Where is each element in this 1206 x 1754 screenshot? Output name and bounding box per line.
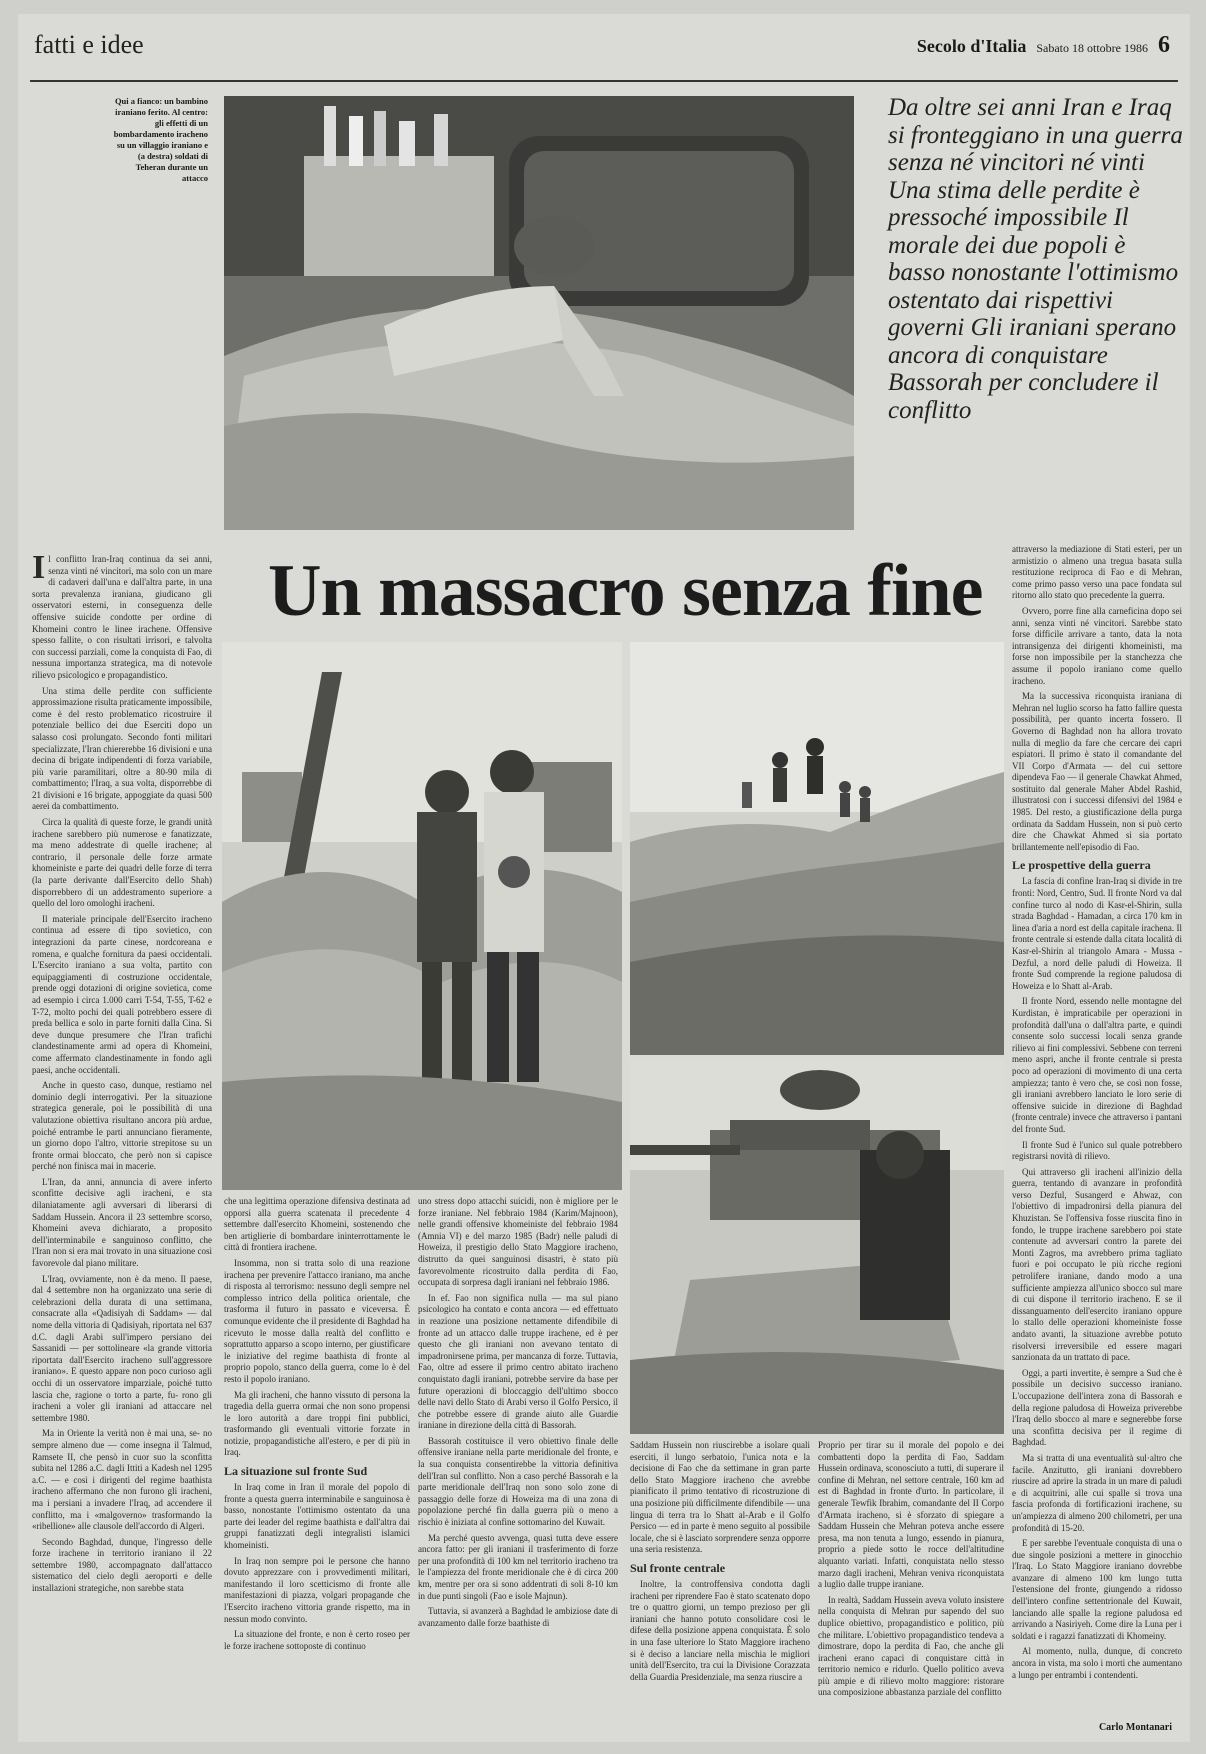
photo-wounded-child [224, 96, 854, 530]
paper-name: Secolo d'Italia [916, 36, 1027, 56]
author-signature: Carlo Montanari [1098, 1722, 1172, 1733]
paragraph: Ma gli iracheni, che hanno vissuto di persona la tragedia della guerra ormai che non sono propensi le loro autorità a dare troppi fini pubblici, trasformando gli eventuali vittorie forzate in notizie, propagandistiche all'estero, e per di più in Iraq. [224, 1389, 410, 1458]
article-column-5 [818, 1440, 1004, 1742]
paragraph: Ma la successiva riconquista iraniana di Mehran nel luglio scorso ha fatto fallire questa possibilità, per quanto incerta fossero. Il Governo di Baghdad non ha allora trovato nulla di meglio da fare che cercare dei capri espiatori. Il primo è stato il comandante del VII Corpo d'Armata — del cui settore dipendeva Fao — il generale Chawkat Ahmed, sostituito dal generale Maher Abdel Rashid, illustratosi con i successi difensivi del 1984 e 1985. Del resto, a giustificazione della purga ordinata da Saddam Hussein, non si può certo dire che Chawkat Ahmed si sia portato brillantemente nell'episodio di Fao. [1012, 691, 1182, 852]
paragraph: Secondo Baghdad, dunque, l'ingresso delle forze irachene in territorio iraniano il 22 settembre 1980, accompagnato dall'attacco sistematico del cielo degli aeroporti e delle installazioni strategiche, non sarebbe stata [32, 1536, 212, 1594]
section-title: fatti e idee [34, 30, 144, 59]
newspaper-page [18, 14, 1190, 1742]
subheading: Le prospettive della guerra [1012, 858, 1151, 873]
photo-bombed-village [222, 642, 622, 1190]
subheading: Sul fronte centrale [630, 1560, 726, 1575]
photo-caption: Qui a fianco: un bambino iraniano ferito. Al centro: gli effetti di un bombardamento iracheno su un villaggio iraniano e (a destra) soldati di Teheran durante un attacco [113, 96, 208, 183]
paragraph: In ef. Fao non significa nulla — ma sul piano psicologico ha contato e conta ancora — ed effettuato in reazione una posizione nettamente difendibile di fronte ad un attacco dalle truppe irachene, ed è per questo che gli iraniani non avevano tentato di impadronirsene prima, per mancanza di forze. Tuttavia, Fao, oltre ad essere il primo centro abitato iracheno conquistato dagli iraniani, potrebbe servire da base per future operazioni di bloccaggio dell'ultimo sbocco delle navi dello Stato di Arabi verso il Golfo Persico, il che potrebbe essere di grande aiuto alle Guardie iraniane in direzione della città di Bassorah. [418, 1292, 618, 1431]
header-rule [30, 80, 1178, 82]
paragraph: Proprio per tirar su il morale del popolo e dei combattenti dopo la perdita di Fao, Saddam Hussein ordinava, sconosciuto a tutti, di superare il confine di Mehran, nel settore centrale, 160 km ad est di Baghdad in fronte d'urto. In particolare, il generale Tewfik Ibrahim, comandante del II Corpo d'Armata iracheno, si è sforzato di spiegare a Saddam Hussein che Mehran poteva anche essere presa, ma non tenuta a lungo, essendo in pianura, proprio a piede sotto le rocce dell'altitudine alquanto variati. Infatti, conquistata nello stesso marzo dagli iracheni, Mehran veniva riconquistata a luglio dalle truppe iraniane. [818, 1440, 1004, 1590]
paragraph: Ma perché questo avvenga, quasi tutta deve essere ancora fatto: per gli iraniani il trasferimento di forze per una profondità di 100 km nel territorio iracheno tra le l'ampiezza del fronte meridionale che è di circa 200 km, mentre per ora si sono addentrati di soli 8-10 km in due punti singoli (Fao e isole Majnun). [418, 1532, 618, 1601]
paragraph: attraverso la mediazione di Stati esteri, per un armistizio o almeno una tregua basata sulla restituzione reciproca di Fao e di Mehran, come primo passo verso una pace fondata sul ritorno allo stato quo precedente la guerra. [1012, 544, 1182, 601]
paragraph: E per sarebbe l'eventuale conquista di una o due singole posizioni a mettere in ginocchio l'Iraq. Lo Stato Maggiore iraniano dovrebbe avanzare di almeno 100 km lungo tutta l'estensione del fronte, giungendo a ridosso dell'intero confine settentrionale del Kuwait, lanciando alle spalle la regione paludosa ed arrivando a Nasiriyeh. Come dire la Luna per i soldati e i ragazzi fanatizzati di Khomeiny. [1012, 1538, 1182, 1641]
subheading: La situazione sul fronte Sud [224, 1464, 368, 1479]
paragraph: Bassorah costituisce il vero obiettivo finale delle offensive iraniane nella parte meridionale del fronte, e la sua conquista consentirebbe la vittoria definitiva dell'Iran sul conflitto. Non a caso perché Bassorah e la parte meridionale dell'Iraq non sono solo zone di passaggio delle forze di Howeiza ma di una zona di popolazione perché fin dalla guerra più o meno a rischio è iniziata al confine sottomarino del Kuwait. [418, 1435, 618, 1528]
article-deck: Da oltre sei anni Iran e Iraq si fronteggiano in una guerra senza né vincitori né vinti Una stima delle perdite è pressoché impossibile Il morale dei due popoli è basso nonostante l'ottimismo ostentato dai rispettivi governi Gli iraniani sperano ancora di conquistare Bassorah per concludere il conflitto [888, 94, 1183, 424]
paragraph: Ovvero, porre fine alla carneficina dopo sei anni, senza vinti né vincitori. Sarebbe stato forse difficile arrivare a tanto, data la nota intransigenza dei dirigenti khomeinisti, ma forse non impossibile per la stanchezza che assume il popolo iraniano come quello iracheno. [1012, 605, 1182, 686]
paragraph: Oggi, a parti invertite, è sempre a Sud che è possibile un decisivo successo iraniano. L'occupazione dell'intera zona di Bassorah e della regione paludosa di Howeiza priverebbe l'Iraq dello sbocco al mare e segnerebbe forse una sconfitta decisiva per il regime di Baghdad. [1012, 1367, 1182, 1448]
page-number: 6 [1158, 32, 1170, 58]
paragraph: Saddam Hussein non riuscirebbe a isolare quali eserciti, il lungo serbatoio, l'unica nota e la decisione di Fao che da settimane in gran parte dello Stato Maggiore iracheno che avrebbe pianificato il primo tentativo di ricostruzione di una posizione più difficilmente difendibile — una lingua di terra tra lo Shatt al-Arab e il Golfo Persico — ed in parte è meno seguito al possibile locale, che si è lasciato sorprendere senza opporre una seria resistenza. [630, 1440, 810, 1555]
paragraph: Insomma, non si tratta solo di una reazione irachena per prevenire l'attacco iraniano, ma anche di risposta al terrorismo: nessuno degli sempre nel complesso intrico della politica orientale, che trasforma il futuro in passato e viceversa. È comunque evidente che il presidente di Baghdad ha ricevuto le mosse dalla realtà del conflitto e soprattutto apparso a scopo interno, per giustificare le iniziative del regime baathista di fronte al proprio popolo, stanco della guerra, come lo è del resto il popolo iraniano. [224, 1257, 410, 1384]
paragraph: Qui attraverso gli iracheni all'inizio della guerra, tentando di avanzare in profondità verso Dezful, Susangerd e Ahwaz, con l'obiettivo di impadronirsi della pianura del Khuzistan. Se l'offensiva fosse riuscita fino in fondo, le truppe irachene sarebbero poi state contenute ad avversari contro la parete dei Monti Zagros, ma avrebbero prima tagliato fuori e poi occupato le più ricche regioni petrolifere iraniane, dando modo a una sufficiente ampiezza all'unico sbocco sul mare di cui dispone il territorio iracheno. E se il dissanguamento dell'esercito iraniano oppure lo stallo delle operazioni khomeiniste fosse andato avanti, la situazione avrebbe potuto risolversi irreversibile ed essere magari sanzionata da un trattato di pace. [1012, 1166, 1182, 1363]
paragraph: uno stress dopo attacchi suicidi, non è migliore per le forze iraniane. Nel febbraio 1984 (Karim/Majnoon), nelle grandi offensive khomeiniste del febbraio 1984 (Amnia VI) e del marzo 1985 (Badr) nelle paludi di Howeiza, il prestigio dello Stato Maggiore iracheno, distrutto da quei sanguinosi disastri, è stato più favorevolmente ricostruito dalla perdita di Fao, occupata di sorpresa dagli iraniani nel febbraio 1986. [418, 1196, 618, 1288]
article-column-1 [32, 554, 212, 1742]
article-column-3 [418, 1196, 618, 1742]
article-column-4 [630, 1440, 810, 1742]
paragraph: Inoltre, la controffensiva condotta dagli iracheni per riprendere Fao è stato scatenato dopo tre o quattro giorni, un tempo prezioso per gli iraniani che hanno potuto consolidare così le difese della posizione appena conquistata. È solo in una fase ulteriore lo Stato Maggiore iracheno si è deciso a lanciare nella mischia le migliori unità dell'Esercito, tra cui la Divisione Corazzata della Guardia Presidenziale, ma senza riuscire a [630, 1578, 810, 1682]
paragraph: Il materiale principale dell'Esercito iracheno continua ad essere di tipo sovietico, con integrazioni da parte cinese, nordcoreana e romena, e qualche fornitura da paesi occidentali. L'Esercito iraniano a sua volta, partito con equipaggiamenti di costruzione occidentale, prende oggi dotazioni di origine sovietica, come ad esempio i circa 1.000 carri T-54, T-55, T-62 e T-72, molto pochi dei quali potrebbero essere di preda bellica e solo in parte forniti dalla Cina. Si deve dunque presumere che l'Iran trafichi clandestinamente armi ad opera di Khomeini, come affermato clandestinamente in fondo agli paesi, anche occidentali. [32, 913, 212, 1075]
paragraph: l conflitto Iran-Iraq continua da sei anni, senza vinti né vincitori, ma solo con un mare di cadaveri dall'una e dall'altra parte, in una sorta prevalenza iraniana, giudicano gli osservatori esterni, in conseguenza delle offensive suicide condotte per ordine di Khomeini contro le linee irachene. Offensive spesso fallite, o con risultati irrisori, e talvolta con successi parziali, come la conquista di Fao, di nessuna importanza strategica, ma di notevole rilievo psicologico e propagandistico. [32, 554, 212, 680]
paragraph: che una legittima operazione difensiva destinata ad opporsi alla guerra scatenata il precedente 4 settembre dall'esercito Khomeini, sostenendo che ben artiglierie di bombardare ininterrottamente le città di frontiera irachene. [224, 1196, 410, 1253]
masthead [917, 32, 1170, 59]
article-column-2 [224, 1196, 410, 1742]
paragraph: Ma in Oriente la verità non è mai una, se- no sempre almeno due — come insegna il Talmud, Ramsete II, che pensò in cuor suo la sconfitta subita nel 1286 a.C. dagli Ittiti a Kadesh nel 1295 a.C. — e così i dirigenti del regime baathista iracheno affermano che non furono gli iracheni, ma i persiani a invadere l'Iraq, ad accendere il conflitto, ma i «malgoverno» trasformando la «ribellione» alle clausole dell'accordo di Algeri. [32, 1428, 212, 1532]
paragraph: Al momento, nulla, dunque, di concreto ancora in vista, ma solo i morti che aumentano a lungo per entrambi i contendenti. [1012, 1646, 1182, 1680]
paragraph: In Iraq come in Iran il morale del popolo di fronte a questa guerra interminabile e sanguinosa è basso, nonostante l'ottimismo ostentato da una parte dei leader del regime baathista e dall'altra dai gruppi fanatizzati degli integralisti islamici khomeinisti. [224, 1482, 410, 1551]
paragraph: Il fronte Nord, essendo nelle montagne del Kurdistan, è impraticabile per operazioni in profondità dall'una o dall'altra parte, e quindi consente solo successi locali senza grande rilievo ai fini complessivi. Sebbene con terreni meno aspri, anche il fronte centrale si presta poco ad operazioni di movimento di una certa ampiezza; tanto è vero che, se così non fosse, gli iraniani avrebbero lanciato le loro serie di offensive suicide in direzione di Baghdad (fronte centrale) invece che attraverso i pantani del fronte Sud. [1012, 996, 1182, 1134]
article-column-6 [1012, 544, 1182, 1720]
headline: Un massacro senza fine [268, 550, 983, 632]
photo-tank-crew [630, 1060, 1004, 1434]
paragraph: In realtà, Saddam Hussein aveva voluto insistere nella conquista di Mehran pur sapendo del suo duplice obiettivo, propagandistico e politico, più che militare. L'obiettivo propagandistico tendeva a dimostrare, dopo la perdita di Fao, che anche gli iracheni erano capaci di conquistare città in territorio nemico e ridurlo. Quello politico aveva più ampie e di rilievo molto maggiore: ristorare una composizione abbastanza parziale del conflitto [818, 1594, 1004, 1698]
paragraph: Circa la qualità di queste forze, le grandi unità irachene sarebbero più numerose e fanatizzate, ma meno addestrate di quelle irachene; al contrario, il personale delle forze armate khomeiniste e parte dei quadri delle forze di terra (la parte derivante dall'Esercito dello Shah) disporrebbero di un addestramento superiore a quello del loro omologhi iracheni. [32, 817, 212, 909]
drop-cap: I [32, 554, 46, 586]
paragraph: La situazione del fronte, e non è certo roseo per le forze irachene sottoposte di continuo [224, 1629, 410, 1651]
paragraph: Ma si tratta di una eventualità sul·altro che facile. Anzitutto, gli iraniani dovrebbero riuscire ad aprire la strada in un mare di paludi e di acquitrini, alle cui spalle si trova una fascia profonda di fortificazioni irachene, su un'ampiezza di almeno 200 chilometri, per una profondità di 15-20. [1012, 1452, 1182, 1533]
paragraph: L'Iran, da anni, annuncia di avere inferto sconfitte decisive agli iracheni, e sta dilaniatamente agli avversari di liberarsi di Saddam Hussein. Ancora il 23 settembre scorso, Khomeini aveva dichiarato, a proposito dell'interminabile e sanguinoso conflitto, che l'Iran non si era mai trovato in una situazione così favorevole dal piano militare. [32, 1176, 212, 1269]
issue-date: Sabato 18 ottobre 1986 [1036, 41, 1148, 55]
paragraph: Il fronte Sud è l'unico sul quale potrebbero registrarsi novità di rilievo. [1012, 1139, 1182, 1162]
paragraph: Tuttavia, si avanzerà a Baghdad le ambiziose date di avanzamento dalle forze baathiste di [418, 1606, 618, 1628]
paragraph: In Iraq non sempre poi le persone che hanno dovuto apprezzare con i provvedimenti militari, manifestando il loro scetticismo di fronte alle manifestazioni di piazza, volgari propagande che l'Esercito iracheno vittoria grande rispetto, ma in nessun modo convinto. [224, 1555, 410, 1624]
paragraph: Anche in questo caso, dunque, restiamo nel dominio degli interrogativi. Per la situazione strategica generale, poi le possibilità di una valutazione obiettiva risultano ancora più ardue, poiché entrambe le parti annunciano fieramente, un giorno dopo l'altro, vittorie strepitose su un fronte ormai bloccato, che però non si capisce perché non finisca mai in macerie. [32, 1080, 212, 1172]
paragraph: Una stima delle perdite con sufficiente approssimazione risulta praticamente impossibile, come è del resto problematico ricostruire il potenziale bellico dei due Eserciti dopo un salasso così prolungato. Secondo fonti militari specializzate, l'Iran chiererebbe 16 divisioni e una decina di brigate indipendenti di forza variabile, più varie paramilitari, oltre a 80-90 mila di combattimento; l'Iraq, a sua volta, disporrebbe di 21 divisioni e 16 brigate, appoggiate da quasi 500 aerei da combattimento. [32, 685, 212, 812]
photo-soldiers-attack [630, 642, 1004, 1055]
paragraph: La fascia di confine Iran-Iraq si divide in tre fronti: Nord, Centro, Sud. Il fronte Nord va dal confine turco al nodo di Kasr-el-Shirin, sulla strada Baghdad - Hamadan, a circa 170 km in linea d'aria a nord est della capitale irachena. Il fronte centrale si estende dalla citata località di Kasr-el-Shirin al triangolo Amara - Mussa - Dezful, a nord delle paludi di Howeiza. Il fronte Sud comprende la regione paludosa di Howeiza e lo Shatt al-Arab. [1012, 876, 1182, 991]
paragraph: L'Iraq, ovviamente, non è da meno. Il paese, dal 4 settembre non ha organizzato una serie di celebrazioni della durata di una settimana, consacrate alla «Qadisiyah di Saddam» — dal nome della vittoria di Qadisiyah, riportata nel 637 d.C. dagli Arabi sull'impero persiano dei Sassanidi — per sottolineare «la grande vittoria riportata dall'Esercito iracheno sull'aggressore iraniano». E questo appare non poco curioso agli occhi di un osservatore imparziale, poiché tutto lascia che, ragione o torto a parte, fu- rono gli iracheni a voler gli iraniani ad attaccare nel settembre 1980. [32, 1273, 212, 1423]
